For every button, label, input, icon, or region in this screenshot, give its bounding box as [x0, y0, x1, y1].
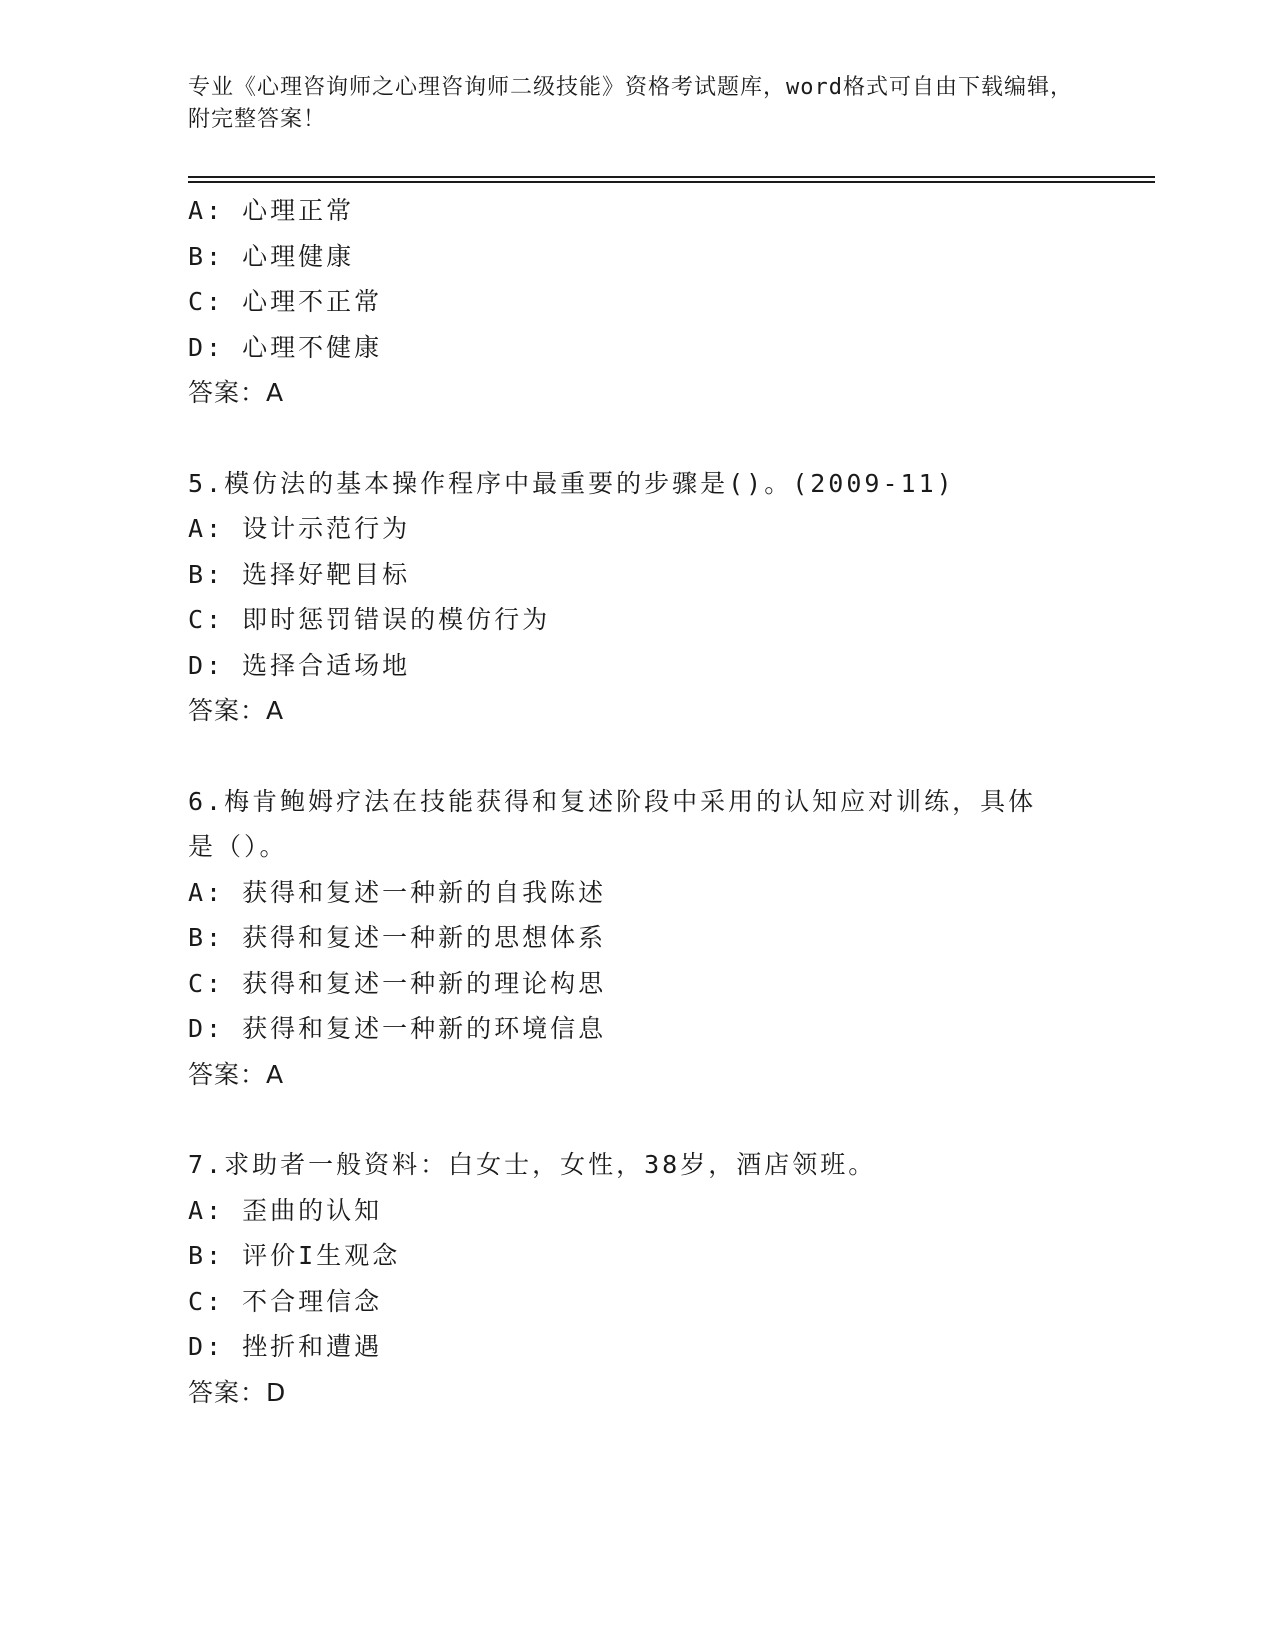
option-a: A: 心理正常 [188, 196, 355, 225]
option-c: C: 即时惩罚错误的模仿行为 [188, 605, 551, 634]
answer-line: 答案：A [188, 696, 285, 725]
option-c: C: 不合理信念 [188, 1286, 383, 1316]
answer-line: 答案：A [188, 1059, 285, 1089]
question-7 [188, 1142, 1088, 1415]
option-a: A: 设计示范行为 [188, 514, 411, 543]
question-list [188, 188, 1088, 1415]
question-5 [188, 461, 1088, 734]
option-d: D: 获得和复述一种新的环境信息 [188, 1014, 607, 1043]
spacer [188, 416, 1088, 461]
question-6 [188, 779, 1088, 1098]
question-text: 7.求助者一般资料：白女士，女性，38岁，酒店领班。 [188, 1150, 877, 1179]
spacer [188, 1097, 1088, 1142]
answer-line: 答案：D [188, 1377, 287, 1407]
header-rule-top [188, 176, 1155, 178]
option-a: A: 获得和复述一种新的自我陈述 [188, 877, 607, 907]
option-c: C: 心理不正常 [188, 287, 383, 316]
option-b: B: 获得和复述一种新的思想体系 [188, 923, 607, 952]
header-rule-bottom [188, 181, 1155, 183]
option-d: D: 心理不健康 [188, 332, 383, 362]
spacer [188, 734, 1088, 779]
question-continued [188, 188, 1088, 416]
question-text: 6.梅肯鲍姆疗法在技能获得和复述阶段中采用的认知应对训练，具体是（）。 [188, 786, 1037, 861]
option-b: B: 选择好靶目标 [188, 559, 411, 589]
option-b: B: 心理健康 [188, 241, 355, 271]
option-c: C: 获得和复述一种新的理论构思 [188, 968, 607, 998]
option-d: D: 选择合适场地 [188, 650, 411, 680]
option-a: A: 歪曲的认知 [188, 1195, 383, 1225]
document-header: 专业《心理咨询师之心理咨询师二级技能》资格考试题库，word格式可自由下载编辑，附完整答案！ [188, 75, 1073, 132]
option-b: B: 评价I生观念 [188, 1241, 401, 1270]
option-d: D: 挫折和遭遇 [188, 1332, 383, 1361]
question-text: 5.模仿法的基本操作程序中最重要的步骤是()。(2009-11) [188, 468, 955, 498]
answer-line: 答案：A [188, 378, 285, 407]
